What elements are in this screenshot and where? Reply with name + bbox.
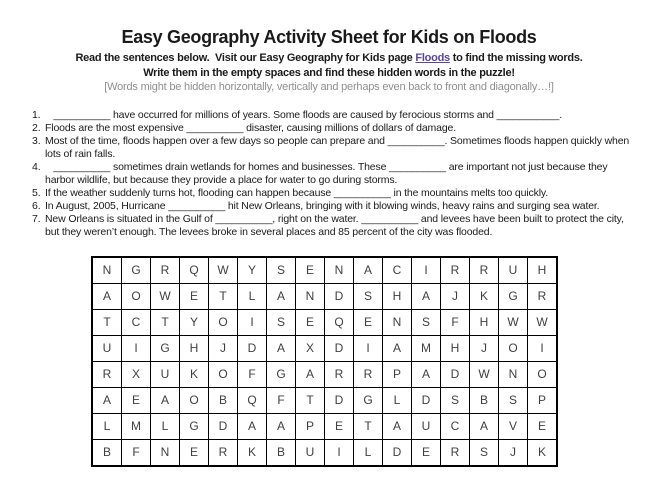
puzzle-cell: L: [151, 413, 180, 439]
puzzle-cell: D: [412, 387, 441, 413]
puzzle-cell: A: [151, 387, 180, 413]
puzzle-cell: S: [441, 387, 470, 413]
puzzle-cell: R: [441, 257, 470, 284]
puzzle-cell: U: [296, 439, 325, 466]
puzzle-cell: A: [92, 387, 122, 413]
puzzle-cell: H: [470, 309, 499, 335]
puzzle-cell: O: [209, 309, 238, 335]
puzzle-cell: C: [122, 309, 151, 335]
puzzle-cell: S: [267, 257, 296, 284]
puzzle-cell: T: [296, 387, 325, 413]
puzzle-cell: E: [180, 439, 209, 466]
puzzle-cell: L: [238, 283, 267, 309]
puzzle-cell: R: [151, 257, 180, 284]
puzzle-cell: G: [122, 257, 151, 284]
question-item: [0, 109, 658, 122]
puzzle-cell: W: [151, 283, 180, 309]
puzzle-cell: N: [499, 361, 528, 387]
puzzle-cell: U: [151, 361, 180, 387]
puzzle-cell: F: [122, 439, 151, 466]
intro-line-1: [0, 51, 658, 66]
puzzle-cell: H: [441, 335, 470, 361]
question-number: 3.: [32, 134, 41, 147]
puzzle-cell: T: [354, 413, 383, 439]
puzzle-cell: O: [122, 283, 151, 309]
puzzle-cell: S: [354, 283, 383, 309]
puzzle-cell: Y: [238, 257, 267, 284]
puzzle-cell: W: [528, 309, 558, 335]
puzzle-cell: H: [528, 257, 558, 284]
puzzle-cell: O: [180, 387, 209, 413]
puzzle-cell: F: [441, 309, 470, 335]
question-text: If the weather suddenly turns hot, flooding can happen because __________ in the mountains melts too quickly.: [45, 186, 548, 199]
puzzle-cell: G: [180, 413, 209, 439]
question-number: 1.: [32, 108, 41, 121]
floods-link[interactable]: Floods: [415, 52, 450, 64]
puzzle-cell: S: [499, 387, 528, 413]
puzzle-cell: A: [267, 283, 296, 309]
question-text: Floods are the most expensive __________ disaster, causing millions of dollars of damage.: [45, 121, 456, 134]
puzzle-cell: A: [470, 413, 499, 439]
puzzle-cell: G: [151, 335, 180, 361]
puzzle-cell: J: [470, 335, 499, 361]
puzzle-cell: L: [383, 387, 412, 413]
puzzle-cell: D: [441, 361, 470, 387]
question-text: Most of the time, floods happen over a few days so people can prepare and __________. Sometimes floods happen quickly when lots of rain falls.: [45, 134, 632, 160]
puzzle-cell: A: [383, 335, 412, 361]
puzzle-cell: I: [354, 335, 383, 361]
puzzle-cell: K: [470, 283, 499, 309]
intro-text-pre-link: Read the sentences below. Visit our Easy Geography for Kids page: [75, 52, 416, 64]
puzzle-row: [92, 283, 557, 309]
puzzle-cell: T: [151, 309, 180, 335]
puzzle-cell: D: [383, 439, 412, 466]
puzzle-row: [92, 387, 557, 413]
puzzle-cell: W: [470, 361, 499, 387]
puzzle-cell: D: [238, 335, 267, 361]
question-number: 6.: [32, 199, 41, 212]
puzzle-cell: A: [354, 257, 383, 284]
puzzle-cell: S: [267, 309, 296, 335]
puzzle-cell: M: [412, 335, 441, 361]
question-number: 2.: [32, 121, 41, 134]
puzzle-cell: K: [528, 439, 558, 466]
puzzle-cell: B: [267, 439, 296, 466]
question-number: 7.: [32, 212, 41, 225]
intro-line-2: Write them in the empty spaces and find these hidden words in the puzzle!: [143, 66, 515, 79]
question-text: __________ sometimes drain wetlands for homes and businesses. These __________ are important not just because they harbor wildlife, but because they provide a place for water to go during storms.: [45, 160, 611, 186]
puzzle-cell: J: [441, 283, 470, 309]
puzzle-cell: P: [296, 413, 325, 439]
puzzle-cell: P: [383, 361, 412, 387]
puzzle-row: [92, 413, 557, 439]
puzzle-cell: N: [325, 257, 354, 284]
puzzle-cell: C: [441, 413, 470, 439]
puzzle-cell: R: [528, 283, 558, 309]
puzzle-cell: N: [296, 283, 325, 309]
puzzle-cell: N: [151, 439, 180, 466]
puzzle-cell: E: [528, 413, 558, 439]
puzzle-cell: D: [325, 387, 354, 413]
word-search-grid: [91, 256, 558, 467]
puzzle-cell: Q: [238, 387, 267, 413]
puzzle-cell: V: [499, 413, 528, 439]
puzzle-cell: E: [412, 439, 441, 466]
puzzle-cell: J: [499, 439, 528, 466]
puzzle-cell: I: [412, 257, 441, 284]
puzzle-cell: D: [325, 283, 354, 309]
puzzle-cell: I: [528, 335, 558, 361]
puzzle-row: [92, 361, 557, 387]
puzzle-cell: F: [238, 361, 267, 387]
puzzle-cell: I: [325, 439, 354, 466]
puzzle-cell: A: [412, 361, 441, 387]
puzzle-cell: O: [209, 361, 238, 387]
puzzle-cell: W: [499, 309, 528, 335]
puzzle-cell: S: [470, 439, 499, 466]
puzzle-cell: I: [238, 309, 267, 335]
puzzle-cell: O: [528, 361, 558, 387]
puzzle-cell: I: [122, 335, 151, 361]
puzzle-cell: R: [441, 439, 470, 466]
question-text: New Orleans is situated in the Gulf of __________, right on the water. __________ and levees have been built to protect the city, but they weren’t enough. The levees broke in several places and 85 percent of the city was flooded.: [45, 212, 627, 238]
question-item: [0, 135, 658, 161]
puzzle-cell: E: [180, 283, 209, 309]
puzzle-cell: X: [296, 335, 325, 361]
question-item: [0, 161, 658, 187]
question-number: 5.: [32, 186, 41, 199]
intro-hint-note: [Words might be hidden horizontally, vertically and perhaps even back to front and diagonally…!]: [104, 81, 554, 93]
puzzle-cell: J: [209, 335, 238, 361]
puzzle-cell: X: [122, 361, 151, 387]
puzzle-cell: A: [412, 283, 441, 309]
puzzle-cell: E: [122, 387, 151, 413]
puzzle-cell: F: [267, 387, 296, 413]
puzzle-cell: S: [412, 309, 441, 335]
puzzle-cell: O: [499, 335, 528, 361]
puzzle-cell: R: [325, 361, 354, 387]
question-item: [0, 122, 658, 135]
question-text: In August, 2005, Hurricane __________ hit New Orleans, bringing with it blowing winds, heavy rains and surging sea water.: [45, 199, 600, 212]
question-number: 4.: [32, 160, 41, 173]
puzzle-cell: G: [267, 361, 296, 387]
question-item: [0, 200, 658, 213]
puzzle-cell: E: [296, 309, 325, 335]
puzzle-cell: G: [354, 387, 383, 413]
puzzle-cell: A: [296, 361, 325, 387]
puzzle-cell: W: [209, 257, 238, 284]
puzzle-cell: B: [92, 439, 122, 466]
puzzle-cell: L: [354, 439, 383, 466]
puzzle-row: [92, 439, 557, 466]
puzzle-cell: D: [209, 413, 238, 439]
puzzle-cell: U: [412, 413, 441, 439]
page-title: Easy Geography Activity Sheet for Kids on Floods: [121, 27, 537, 47]
question-text: __________ have occurred for millions of years. Some floods are caused by ferocious storms and ___________.: [45, 108, 562, 121]
puzzle-cell: Q: [180, 257, 209, 284]
puzzle-cell: U: [499, 257, 528, 284]
intro-text-post-link: to find the missing words.: [449, 52, 583, 64]
puzzle-cell: A: [92, 283, 122, 309]
puzzle-cell: U: [92, 335, 122, 361]
puzzle-cell: P: [528, 387, 558, 413]
puzzle-cell: H: [383, 283, 412, 309]
puzzle-cell: B: [209, 387, 238, 413]
puzzle-cell: Q: [325, 309, 354, 335]
puzzle-cell: Y: [180, 309, 209, 335]
puzzle-cell: N: [383, 309, 412, 335]
puzzle-cell: A: [383, 413, 412, 439]
puzzle-cell: D: [325, 335, 354, 361]
puzzle-cell: R: [470, 257, 499, 284]
puzzle-cell: R: [92, 361, 122, 387]
puzzle-cell: G: [499, 283, 528, 309]
puzzle-cell: R: [354, 361, 383, 387]
puzzle-row: [92, 257, 557, 284]
puzzle-cell: R: [209, 439, 238, 466]
question-item: [0, 213, 658, 239]
puzzle-cell: K: [238, 439, 267, 466]
puzzle-cell: A: [267, 335, 296, 361]
puzzle-cell: T: [92, 309, 122, 335]
puzzle-row: [92, 335, 557, 361]
question-item: [0, 187, 658, 200]
puzzle-cell: L: [92, 413, 122, 439]
puzzle-cell: C: [383, 257, 412, 284]
puzzle-cell: A: [238, 413, 267, 439]
puzzle-cell: E: [354, 309, 383, 335]
puzzle-cell: E: [325, 413, 354, 439]
puzzle-row: [92, 309, 557, 335]
puzzle-cell: M: [122, 413, 151, 439]
puzzle-cell: H: [180, 335, 209, 361]
puzzle-cell: B: [470, 387, 499, 413]
question-list: [0, 109, 658, 239]
puzzle-cell: T: [209, 283, 238, 309]
puzzle-cell: K: [180, 361, 209, 387]
puzzle-cell: N: [92, 257, 122, 284]
puzzle-cell: E: [296, 257, 325, 284]
puzzle-cell: A: [267, 413, 296, 439]
